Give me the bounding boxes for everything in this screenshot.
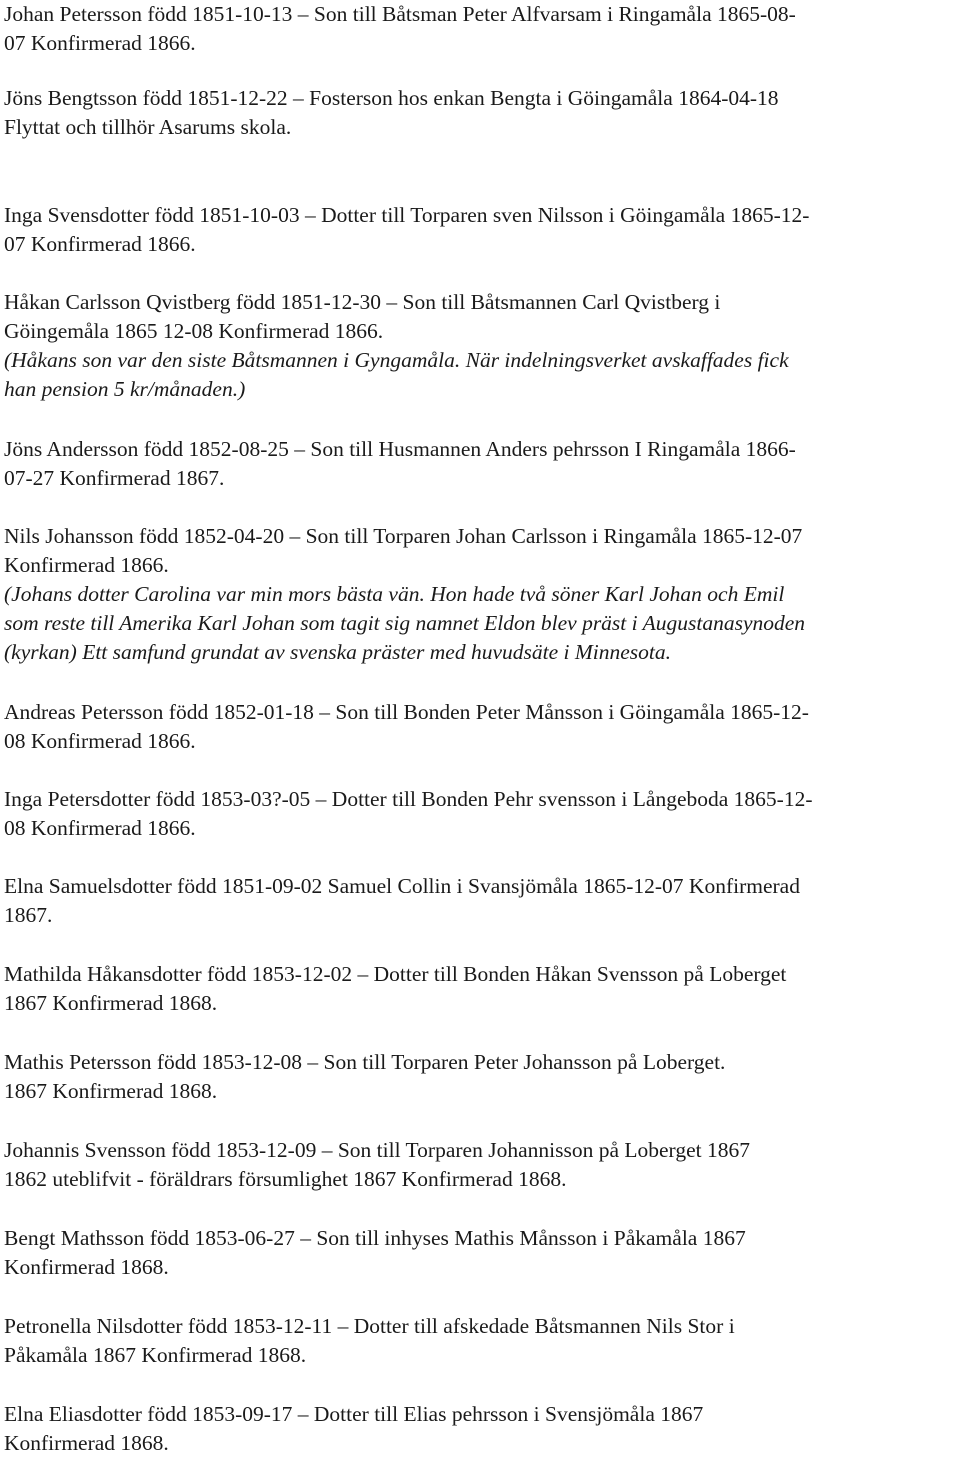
record-note-line: som reste till Amerika Karl Johan som tagit sig namnet Eldon blev präst i Augustanasynoden (4, 611, 806, 635)
record-entry (4, 522, 954, 667)
record-entry (4, 1048, 954, 1106)
record-entry (4, 1312, 954, 1370)
record-line: 07-27 Konfirmerad 1867. (4, 466, 225, 490)
record-entry (4, 201, 954, 259)
record-line: Jöns Andersson född 1852-08-25 – Son till Husmannen Anders pehrsson I Ringamåla 1866- (4, 437, 796, 461)
record-line: 1867 Konfirmerad 1868. (4, 991, 218, 1015)
record-line: Andreas Petersson född 1852-01-18 – Son till Bonden Peter Månsson i Göingamåla 1865-12- (4, 700, 809, 724)
record-line: Inga Svensdotter född 1851-10-03 – Dotter till Torparen sven Nilsson i Göingamåla 1865-12- (4, 203, 810, 227)
record-entry (4, 698, 954, 756)
record-note-line: (Håkans son var den siste Båtsmannen i Gyngamåla. När indelningsverket avskaffades fick (4, 348, 789, 372)
record-line: 07 Konfirmerad 1866. (4, 232, 196, 256)
record-line: Elna Samuelsdotter född 1851-09-02 Samuel Collin i Svansjömåla 1865-12-07 Konfirmerad (4, 874, 800, 898)
record-entry (4, 1136, 954, 1194)
record-line: 1867 Konfirmerad 1868. (4, 1079, 218, 1103)
record-line: Göingemåla 1865 12-08 Konfirmerad 1866. (4, 319, 384, 343)
record-entry (4, 872, 954, 930)
record-line: Johan Petersson född 1851-10-13 – Son till Båtsman Peter Alfvarsam i Ringamåla 1865-08- (4, 2, 796, 26)
record-line: Håkan Carlsson Qvistberg född 1851-12-30 – Son till Båtsmannen Carl Qvistberg i (4, 290, 721, 314)
record-line: Johannis Svensson född 1853-12-09 – Son till Torparen Johannisson på Loberget 1867 (4, 1138, 750, 1162)
record-entry (4, 785, 954, 843)
record-line: Nils Johansson född 1852-04-20 – Son till Torparen Johan Carlsson i Ringamåla 1865-12-07 (4, 524, 803, 548)
record-entry (4, 0, 954, 58)
record-note-line: han pension 5 kr/månaden.) (4, 377, 246, 401)
record-entry (4, 84, 954, 142)
record-line: 1867. (4, 903, 53, 927)
record-entry (4, 960, 954, 1018)
record-line: 1862 uteblifvit - föräldrars försumlighet 1867 Konfirmerad 1868. (4, 1167, 567, 1191)
record-line: Petronella Nilsdotter född 1853-12-11 – Dotter till afskedade Båtsmannen Nils Stor i (4, 1314, 735, 1338)
record-line: 07 Konfirmerad 1866. (4, 31, 196, 55)
record-line: 08 Konfirmerad 1866. (4, 816, 196, 840)
record-entry (4, 1224, 954, 1282)
record-line: Flyttat och tillhör Asarums skola. (4, 115, 292, 139)
record-line: 08 Konfirmerad 1866. (4, 729, 196, 753)
record-entry (4, 435, 954, 493)
record-note-line: (kyrkan) Ett samfund grundat av svenska präster med huvudsäte i Minnesota. (4, 640, 671, 664)
record-entry (4, 1400, 954, 1458)
record-note-line: (Johans dotter Carolina var min mors bästa vän. Hon hade två söner Karl Johan och Emil (4, 582, 785, 606)
record-line: Inga Petersdotter född 1853-03?-05 – Dotter till Bonden Pehr svensson i Långeboda 1865-12- (4, 787, 813, 811)
record-line: Mathis Petersson född 1853-12-08 – Son till Torparen Peter Johansson på Loberget. (4, 1050, 726, 1074)
record-line: Jöns Bengtsson född 1851-12-22 – Fosterson hos enkan Bengta i Göingamåla 1864-04-18 (4, 86, 779, 110)
record-line: Elna Eliasdotter född 1853-09-17 – Dotter till Elias pehrsson i Svensjömåla 1867 (4, 1402, 704, 1426)
record-line: Bengt Mathsson född 1853-06-27 – Son till inhyses Mathis Månsson i Påkamåla 1867 (4, 1226, 746, 1250)
record-entry (4, 288, 954, 404)
record-line: Mathilda Håkansdotter född 1853-12-02 – Dotter till Bonden Håkan Svensson på Loberget (4, 962, 787, 986)
record-line: Konfirmerad 1866. (4, 553, 169, 577)
record-line: Konfirmerad 1868. (4, 1431, 169, 1455)
record-line: Påkamåla 1867 Konfirmerad 1868. (4, 1343, 307, 1367)
record-line: Konfirmerad 1868. (4, 1255, 169, 1279)
